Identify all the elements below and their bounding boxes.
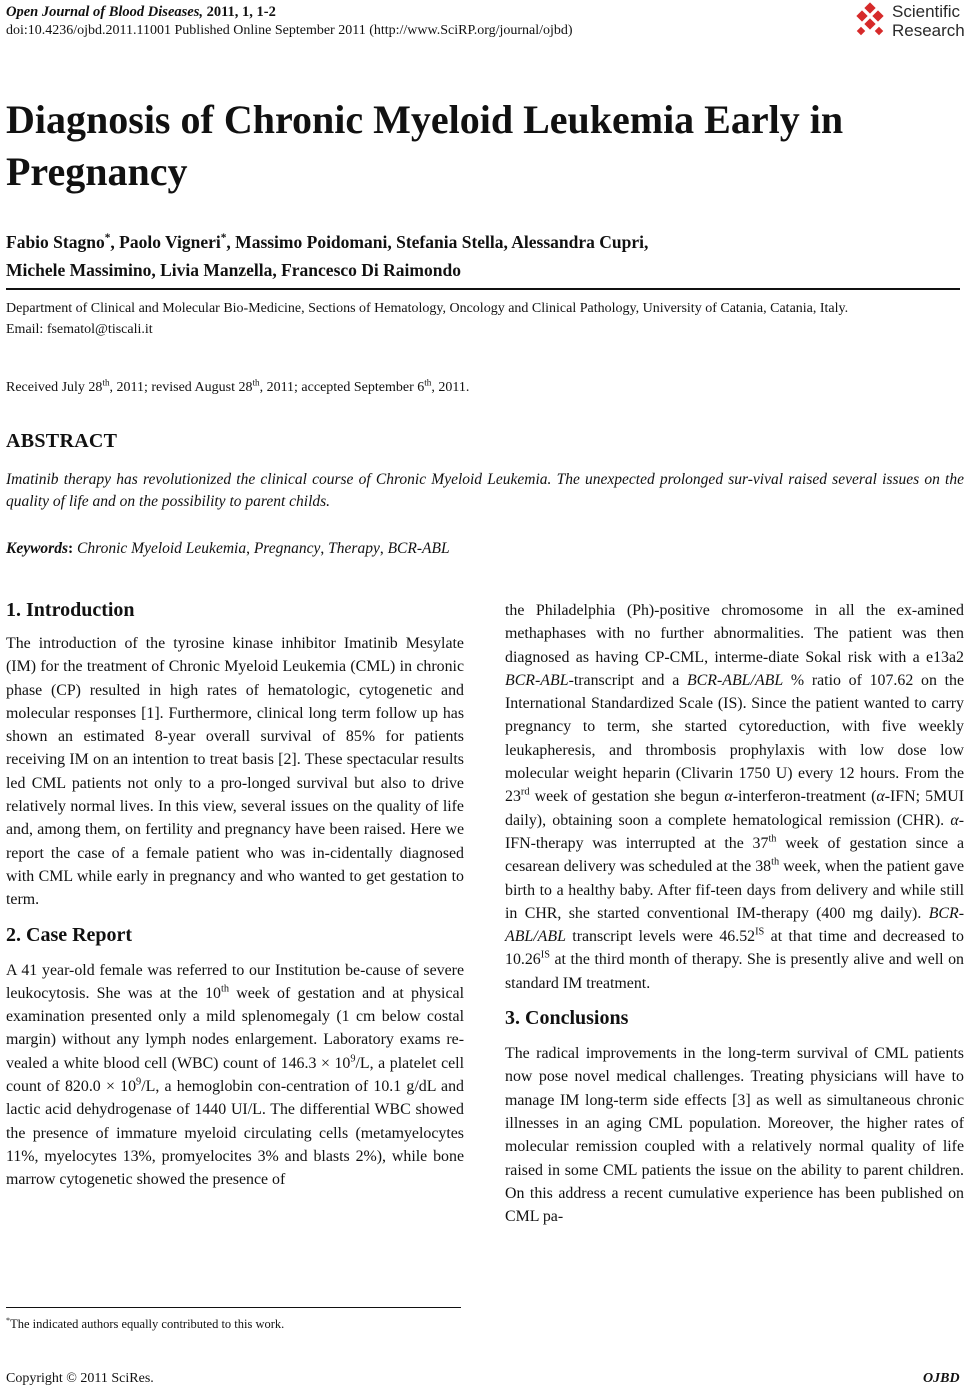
alpha-1: α: [724, 788, 733, 806]
keyword-sep-1: ,: [246, 540, 254, 557]
case-sup-9b: 9: [136, 1076, 142, 1088]
section-heading-conclusions: 3. Conclusions: [505, 1007, 629, 1030]
affiliation: Department of Clinical and Molecular Bio-Medicine, Sections of Hematology, Oncology and Clinical Pathology, University of Catania, Catania, Italy.: [6, 301, 849, 316]
case-sup-th: th: [220, 983, 230, 995]
conclusions-text: The radical improvements in the long-term survival of CML patients now pose novel medical challenges. Treating physicians will have to manage IM long-term side effects [3] as well as simultaneous chronic illnesses in an aging CML population. Moreover, the higher rates of molecular remission coupled with a relatively normal quality of life raised in some CML patients the issue on the ability to parent children. On this address a recent cumulative experience has been published on CML pa-: [505, 1045, 964, 1226]
alpha-2: α: [876, 788, 885, 806]
case-text-c: /L, a platelet cell count of 820.0 × 10: [6, 1054, 465, 1096]
header-rule: [6, 288, 960, 290]
right-text-i: week, when the patient gave birth to a healthy baby. After fif-teen days from delivery and while still in CHR, she started conventional IM-therapy (400 mg daily).: [505, 858, 964, 922]
keywords-label: Keywords: [6, 540, 68, 557]
journal-volume: 2011, 1, 1-2: [202, 4, 276, 20]
authors-rest: , Massimo Poidomani, Stefania Stella, Alessandra Cupri,: [226, 232, 649, 252]
keyword-1: Chronic Myeloid Leukemia: [77, 540, 247, 557]
right-text-c: % ratio of 107.62 on the International Standardized Scale (IS). Since the patient wanted to carry pregnancy to term, she started cytoreduction, with five weekly leukapheresis, and thrombosis prophylaxis with low dose low molecular weight heparin (Clivarin 1750 U) every 12 hours. From the 23: [505, 671, 965, 806]
copyright-notice: Copyright © 2011 SciRes.: [6, 1371, 154, 1386]
case-text-b: week of gestation and at physical examination presented only a mild splenomegaly (1 cm below costal margin) without any lymph nodes enlargement. Laboratory exams re-vealed a white blood cell (WBC) count of 146.3 × 10: [6, 984, 464, 1072]
right-text-k: at that time and decreased to 10.26: [505, 928, 964, 969]
publisher-logo-text: [892, 2, 965, 40]
right-text-h: week of gestation since a cesarean delivery was scheduled at the 38: [505, 834, 965, 876]
keyword-sep-3: ,: [379, 540, 388, 557]
section-heading-case-report: 2. Case Report: [6, 923, 133, 946]
right-text-b: -transcript and a: [568, 671, 687, 689]
right-column: [505, 599, 964, 1228]
footnote-rule: [6, 1307, 461, 1308]
gene-bcr-abl: BCR-ABL: [505, 671, 569, 689]
received-dates: [6, 377, 470, 396]
right-text-e: -interferon-treatment (: [732, 788, 877, 806]
abstract-text: Imatinib therapy has revolutionized the clinical course of Chronic Myeloid Leukemia. The unexpected prolonged sur-vival raised several issues on the quality of life and on the possibility to parent childs.: [6, 471, 964, 510]
keyword-2: Pregnancy: [253, 540, 321, 557]
author-list: [6, 228, 956, 284]
journal-header: [6, 4, 276, 21]
author-1: Fabio Stagno: [6, 232, 105, 252]
gene-bcr-abl-abl-2: BCR-ABL/ABL: [505, 904, 964, 946]
doi-line: doi:10.4236/ojbd.2011.11001 Published Online September 2011 (http://www.SciRP.org/journal/ojbd): [6, 23, 573, 38]
author-mark-2: *: [220, 232, 227, 245]
gene-bcr-abl-abl: BCR-ABL/ABL: [686, 671, 784, 689]
footnote-mark: *: [6, 1315, 11, 1325]
received-part-1: Received July 28: [6, 380, 103, 395]
publisher-logo: [852, 2, 970, 44]
received-sup-1: th: [102, 377, 110, 388]
footnote-text: The indicated authors equally contributed to this work.: [10, 1317, 285, 1331]
case-sup-9a: 9: [350, 1053, 356, 1065]
right-sup-th-1: th: [768, 833, 777, 845]
alpha-3: α: [950, 811, 959, 829]
left-column: [6, 597, 464, 1192]
case-text-a: A 41 year-old female was referred to our Institution be-cause of severe leukocytosis. She was at the 10: [6, 961, 464, 1002]
right-text-g: -IFN-therapy was interrupted at the 37: [505, 811, 964, 852]
right-sup-rd: rd: [520, 787, 530, 799]
author-line-1: [6, 228, 956, 256]
introduction-text: The introduction of the tyrosine kinase inhibitor Imatinib Mesylate (IM) for the treatment of Chronic Myeloid Leukemia (CML) in chronic phase (CP) resulted in high rates of hematologic, cytogenetic and molecular responses [1]. Furthermore, clinical long term follow up has shown an estimated 8-year overall survival of 85% for patients receiving IM on an intention to treat basis [2]. These spectacular results led CML patients not only to a pro-longed survival but also to drive relatively normal lives. In this view, several issues on the quality of life and, among them, on fertility and pregnancy have been raised. Here we report the case of a female patient who was in-cidentally diagnosed with CML while early in pregnancy and who wanted to get gestation to term.: [6, 635, 464, 909]
keyword-4: BCR-ABL: [387, 540, 450, 557]
right-text-f: -IFN; 5MUI daily), obtaining soon a complete hematological remission (CHR).: [505, 788, 964, 829]
case-report-continued: [505, 599, 964, 995]
author-line-2: Michele Massimino, Livia Manzella, Francesco Di Raimondo: [6, 260, 461, 280]
publisher-logo-icon: [852, 2, 890, 42]
case-text-d: /L, a hemoglobin con-centration of 10.1 g/dL and lactic acid dehydrogenase of 1440 UI/L. The differential WBC showed the presence of immature myeloid circulating cells (metamyelocytes 11%, myelocytes 13%, promyelocites 3% and blasts 2%), while bone marrow cytogenetic showed the presence of: [6, 1078, 464, 1189]
footnote: [6, 1317, 284, 1332]
received-sup-3: th: [424, 377, 432, 388]
logo-line-1: Scientific: [892, 2, 961, 21]
paper-title: Diagnosis of Chronic Myeloid Leukemia Early in Pregnancy: [6, 97, 844, 194]
right-sup-is-1: IS: [755, 926, 765, 938]
case-report-text: [6, 959, 464, 1192]
right-text-d: week of gestation she begun: [529, 788, 725, 806]
email: Email: fsematol@tiscali.it: [6, 322, 153, 337]
right-text-l: at the third month of therapy. She is presently alive and well on standard IM treatment.: [505, 951, 964, 992]
keywords-colon: :: [68, 540, 78, 557]
affiliation-block: [6, 298, 961, 340]
author-2: , Paolo Vigneri: [110, 232, 221, 252]
right-sup-is-2: IS: [540, 950, 550, 962]
journal-name: Open Journal of Blood Diseases,: [6, 4, 203, 20]
keywords-line: [6, 540, 450, 558]
abstract-heading: ABSTRACT: [6, 430, 118, 452]
received-part-2: , 2011; revised August 28: [109, 380, 253, 395]
keyword-sep-2: ,: [320, 540, 329, 557]
received-part-4: , 2011.: [431, 380, 470, 395]
keyword-3: Therapy: [328, 540, 380, 557]
logo-line-2: Research: [892, 21, 965, 40]
received-part-3: , 2011; accepted September 6: [259, 380, 425, 395]
right-sup-th-2: th: [771, 856, 780, 868]
section-heading-introduction: 1. Introduction: [6, 599, 135, 621]
right-text-a: the Philadelphia (Ph)-positive chromosome in all the ex-amined methaphases with no further abnormalities. The patient was then diagnosed as having CP-CML, interme-diate Sokal risk with a e13a2: [505, 602, 964, 666]
right-text-j: transcript levels were 46.52: [565, 928, 756, 946]
author-mark-1: *: [104, 232, 111, 245]
received-sup-2: th: [252, 377, 260, 388]
journal-abbreviation: OJBD: [923, 1371, 960, 1386]
